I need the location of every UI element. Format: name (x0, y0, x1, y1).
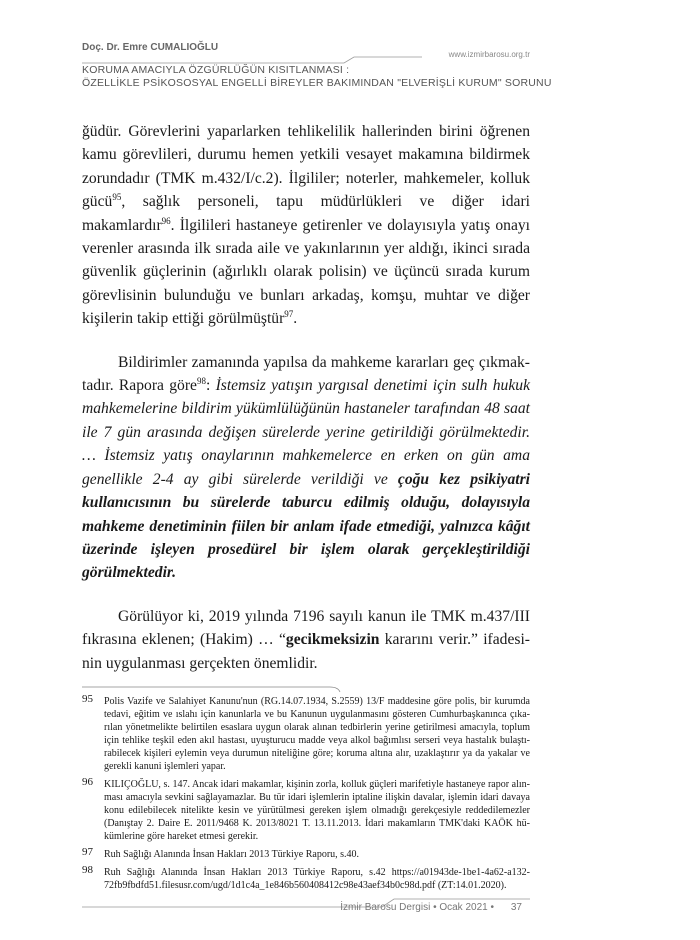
text-run: Görülüyor ki, 2019 yılında 7196 sayılı kanun ile TMK m.437/III fıkrasına eklenen; (Hakim) … “ (82, 607, 530, 649)
footnote-number: 97 (82, 845, 93, 858)
footnote-number: 95 (82, 692, 93, 705)
footnote-number: 98 (82, 863, 93, 876)
footnote-number: 96 (82, 775, 93, 788)
header-top (82, 42, 530, 64)
running-header (82, 42, 552, 90)
page-column (82, 0, 552, 940)
header-title-line-1: KORUMA AMACIYLA ÖZGÜRLÜĞÜN KISITLANMASI : (82, 64, 350, 76)
footnote (82, 692, 530, 773)
footnote-text: Ruh Sağlığı Alanında İnsan Hakları 2013 Türkiye Raporu, s.40. (104, 848, 360, 860)
paragraph-text (82, 605, 530, 675)
text-run: kararını verir.” ifadesinin uygulanması gerçekten önemlidir. (82, 631, 530, 672)
paragraph-text (82, 351, 530, 585)
text-run: çoğu kez psikiyatri kullanıcısının bu sürelerde taburcu edilmiş olduğu, dolayısıyla mahkeme denetiminin fiilen bir anlam ifade etmediği, yalnızca kâğıt üzerinde işleyen prosedürel bir işlem olarak gerçekleştirildiği görülmektedir. (82, 470, 530, 582)
paragraph-2 (82, 351, 530, 585)
header-rule (82, 56, 530, 64)
text-run: ğüdür. Görevlerini yaparlarken tehlikelilik hallerinden birini öğrenen kamu görevlileri, durumu hemen yetkili vesayet makamına bildirmek zorundadır (TMK m.432/I/c.2). İlgililer; noterler, mahkemeler, kolluk gücü (82, 123, 530, 211)
footer-journal: İzmir Barosu Dergisi • Ocak 2021 • (340, 901, 494, 913)
paragraph-text (82, 120, 530, 331)
header-author: Doç. Dr. Emre CUMALIOĞLU (82, 42, 219, 53)
footnote-text: Polis Vazife ve Salahiyet Kanunu'nun (RG.14.07.1934, S.2559) 13/F maddesine göre polis, bir kurumda tedavi, eğitim ve ıslahı için kanunlarla ve bu Kanunun uygulanmasını gösteren Cumhurbaşkanınca çıkarılan yönetmelikte belirtilen esaslara uygun olarak alınan tedbirlerin yerine getirilmesi amacıyla, toplum için tehlike teşkil eden akıl hastası, uyuşturucu madde veya alkol bağımlısı serseri veya hastalık bulaştırabilecek kişileri eylemin veya durumun niteliğine göre; koruma altına alır, uzaklaştırır ya da yakalar ve gerekli kanuni işlemleri yapar. (104, 695, 530, 772)
header-title-line-2: ÖZELLİKLE PSİKOSOSYAL ENGELLİ BİREYLER BAKIMINDAN "ELVERİŞLİ KURUM" SORUNU (82, 77, 552, 89)
footnote (82, 775, 530, 843)
footnote-reference: 98 (196, 375, 206, 386)
footnote (82, 845, 530, 861)
footnote-text: KILIÇOĞLU, s. 147. Ancak idari makamlar, kişinin zorla, kolluk güçleri marifetiyle hastaneye rapor alınması amacıyla sevkini sağlayamazlar. Bu tür idari işlemlerin iptaline ilişkin davalar, işlemin idari davaya konu edilebilecek nitelikte kesin ve yürütülmesi gereken işlem olmadığı gerekçesiyle reddedilemezler (Danıştay 2. Daire E. 2011/9468 K. 2013/8021 T. 13.11.2013. İdari makamların TMK'daki KAÖK hükümlerine göre hareket etmesi gerekir. (104, 778, 530, 842)
text-run: gecikmeksizin (285, 631, 380, 649)
paragraph-3 (82, 605, 530, 675)
text-run: , sağlık personeli, tapu müdürlükleri ve diğer idari makamlardır (82, 193, 530, 234)
text-run: . İlgilileri hastaneye getirenler ve dolayısıyla yatış onayı verenler arasında ilk sırada aile ve yakınlarının yer aldığı, ikinci sırada güvenlik güçlerinin (ağırlıklı olarak polisin) ve üçüncü sırada kurum görevlisinin bulunduğu ve bunları arkadaş, komşu, muhtar ve diğer kişilerin takip ettiği görülmüştür (82, 216, 530, 328)
text-run: Bildirimler zamanında yapılsa da mahkeme kararları geç çıkmaktadır. Rapora göre (82, 353, 530, 395)
text-run: : (205, 377, 216, 395)
footnote-separator (82, 683, 342, 693)
page-number: 37 (510, 901, 522, 913)
footnote-reference: 95 (112, 192, 122, 203)
header-url: www.izmirbarosu.org.tr (448, 50, 530, 59)
footnote-reference: 96 (161, 215, 171, 226)
footnote-text: Ruh Sağlığı Alanında İnsan Hakları 2013 Türkiye Raporu, s.42 https://a01943de-1be1-4a62-a132-72fb9fbdfd51.filesusr.com/ugd/1d1c4a_1e846b560408412c98e43aef34b0c98d.pdf (ZT:14.01.2020). (104, 866, 530, 891)
paragraph-1 (82, 120, 530, 331)
footnote-reference: 97 (284, 309, 294, 320)
text-run: . (293, 310, 298, 328)
text-run: İstemsiz yatışın yargısal denetimi için sulh hukuk mahkemelerine bildirim yükümlülüğünün hastaneler tarafından 48 saat ile 7 gün arasında değişen sürelerde yerine getirildiği görülmektedir. … İstemsiz yatış onaylarının mahkemelerce en erken on gün ama genellikle 2-4 ay gibi sürelerde verildiği ve (82, 377, 530, 488)
footnotes (82, 692, 530, 892)
footnote (82, 863, 530, 892)
